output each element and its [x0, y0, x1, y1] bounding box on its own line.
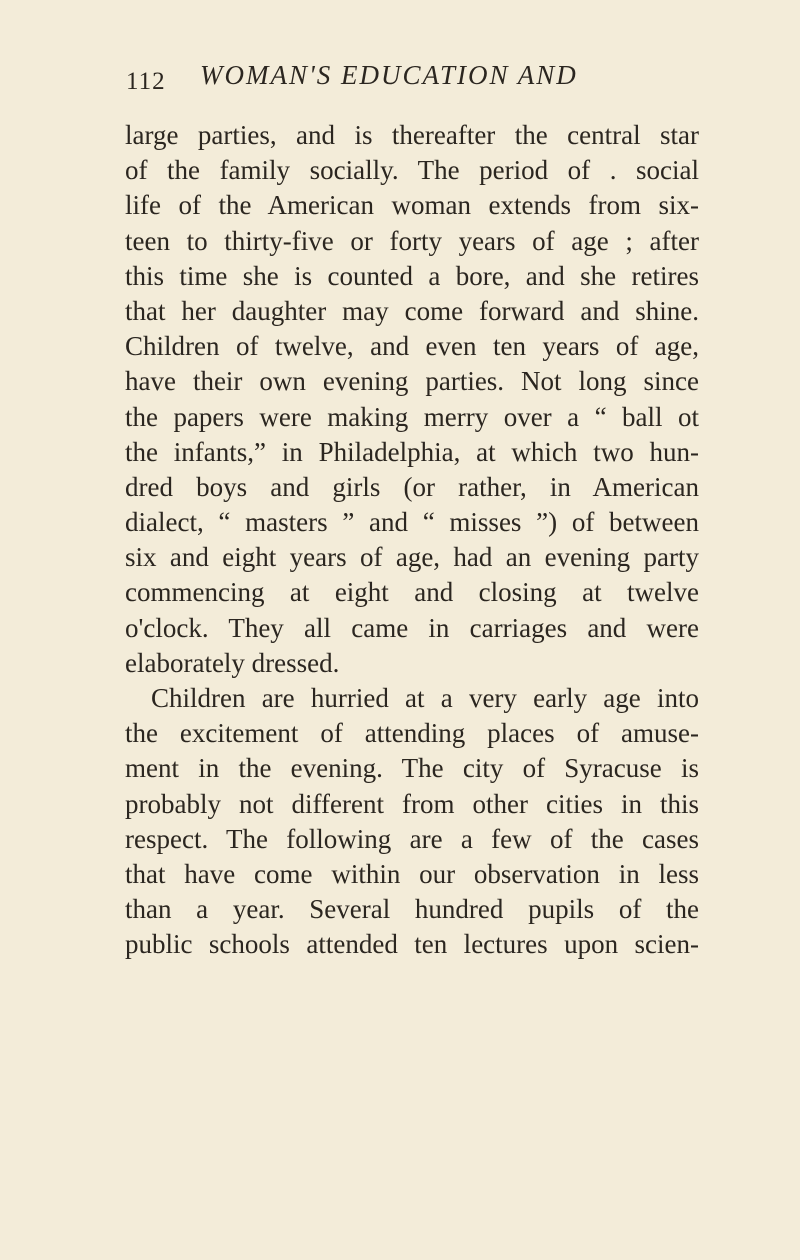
text-line: that her daughter may come forward and shine.: [125, 295, 699, 326]
body-text: [125, 118, 699, 963]
text-line: of the family socially. The period of . social: [125, 155, 699, 186]
text-line: ment in the evening. The city of Syracuse is: [125, 753, 699, 784]
running-title: WOMAN'S EDUCATION AND: [200, 60, 578, 90]
page-number: 112: [126, 68, 166, 95]
text-line: than a year. Several hundred pupils of the: [125, 894, 699, 925]
text-line: dred boys and girls (or rather, in American: [125, 471, 699, 502]
text-line: the excitement of attending places of amuse-: [125, 718, 699, 749]
text-line: large parties, and is thereafter the central star: [125, 120, 699, 150]
text-line: have their own evening parties. Not long since: [125, 366, 699, 397]
text-line: this time she is counted a bore, and she retires: [125, 260, 699, 291]
text-line: Children are hurried at a very early age into: [151, 683, 699, 713]
text-line: Children of twelve, and even ten years of age,: [125, 331, 699, 362]
text-line: probably not different from other cities in this: [125, 788, 699, 819]
text-line: public schools attended ten lectures upon scien-: [125, 929, 699, 960]
text-line: the infants,” in Philadelphia, at which two hun-: [125, 436, 699, 467]
text-line: o'clock. They all came in carriages and were: [125, 612, 699, 643]
text-line: dialect, “ masters ” and “ misses ”) of between: [125, 507, 699, 538]
text-line: six and eight years of age, had an evening party: [125, 542, 699, 573]
text-line: life of the American woman extends from six-: [125, 190, 699, 221]
text-line: teen to thirty-five or forty years of age ; after: [125, 225, 699, 256]
text-line: elaborately dressed.: [125, 647, 340, 678]
text-line: the papers were making merry over a “ ball ot: [125, 401, 699, 432]
running-head: [126, 60, 686, 100]
text-line: that have come within our observation in less: [125, 858, 699, 889]
text-line: commencing at eight and closing at twelve: [125, 577, 699, 608]
text-line: respect. The following are a few of the cases: [125, 823, 699, 854]
